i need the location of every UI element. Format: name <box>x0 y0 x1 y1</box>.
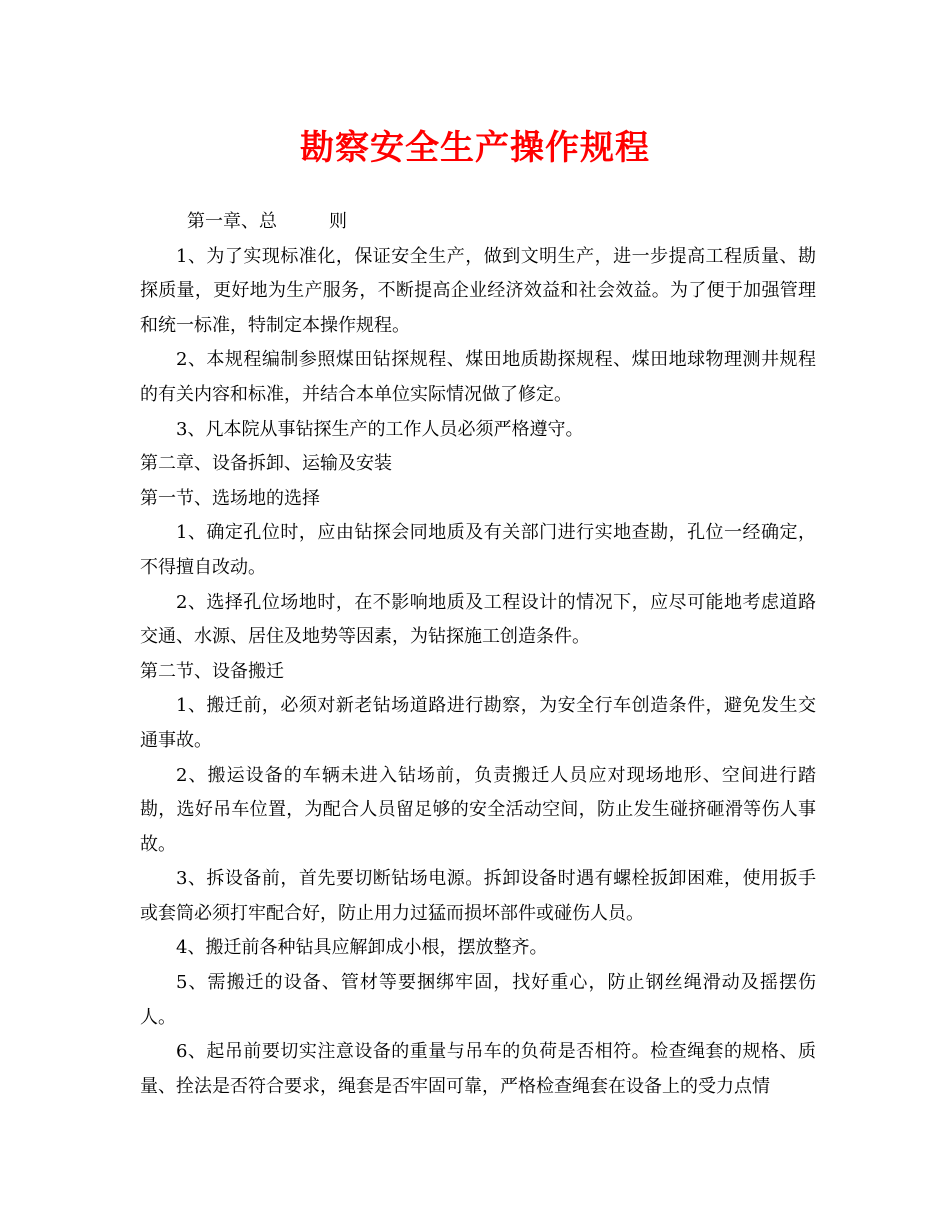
document-title: 勘察安全生产操作规程 <box>300 128 650 168</box>
body-paragraph: 2、选择孔位场地时，在不影响地质及工程设计的情况下，应尽可能地考虑道路交通、水源、居住及地势等因素，为钻探施工创造条件。 <box>140 591 816 648</box>
chapter-one-heading <box>140 205 816 240</box>
body-paragraph: 1、为了实现标准化，保证安全生产，做到文明生产，进一步提高工程质量、勘探质量，更好地为生产服务，不断提高企业经济效益和社会效益。为了便于加强管理和统一标准，特制定本操作规程。 <box>140 245 816 336</box>
body-paragraph: 2、搬运设备的车辆未进入钻场前，负责搬迁人员应对现场地形、空间进行踏勘，选好吊车位置，为配合人员留足够的安全活动空间，防止发生碰挤砸滑等伤人事故。 <box>140 764 816 855</box>
body-paragraph: 5、需搬迁的设备、管材等要捆绑牢固，找好重心，防止钢丝绳滑动及摇摆伤人。 <box>140 972 816 1028</box>
section-heading: 第二节、设备搬迁 <box>140 660 284 682</box>
body-paragraph: 2、本规程编制参照煤田钻探规程、煤田地质勘探规程、煤田地球物理测井规程的有关内容和标准，并结合本单位实际情况做了修定。 <box>140 349 816 405</box>
body-paragraph: 6、起吊前要切实注意设备的重量与吊车的负荷是否相符。检查绳套的规格、质量、拴法是否符合要求，绳套是否牢固可靠，严格检查绳套在设备上的受力点情 <box>140 1041 816 1097</box>
body-paragraph: 1、确定孔位时，应由钻探会同地质及有关部门进行实地查勘，孔位一经确定，不得擅自改动。 <box>140 522 816 578</box>
body-paragraph: 4、搬迁前各种钻具应解卸成小根，摆放整齐。 <box>176 937 548 959</box>
chapter-one-label: 第一章、总 <box>187 211 277 232</box>
section-heading: 第一节、选场地的选择 <box>140 487 320 509</box>
body-paragraph: 1、搬迁前，必须对新老钻场道路进行勘察，为安全行车创造条件，避免发生交通事故。 <box>140 695 816 751</box>
document-body <box>140 205 816 1104</box>
section-heading: 第二章、设备拆卸、运输及安装 <box>140 453 392 475</box>
body-paragraph: 3、拆设备前，首先要切断钻场电源。拆卸设备时遇有螺栓扳卸困难，使用扳手或套筒必须打牢配合好，防止用力过猛而损坏部件或碰伤人员。 <box>140 868 816 924</box>
body-paragraph: 3、凡本院从事钻探生产的工作人员必须严格遵守。 <box>176 418 584 440</box>
chapter-one-label-end: 则 <box>329 211 347 232</box>
